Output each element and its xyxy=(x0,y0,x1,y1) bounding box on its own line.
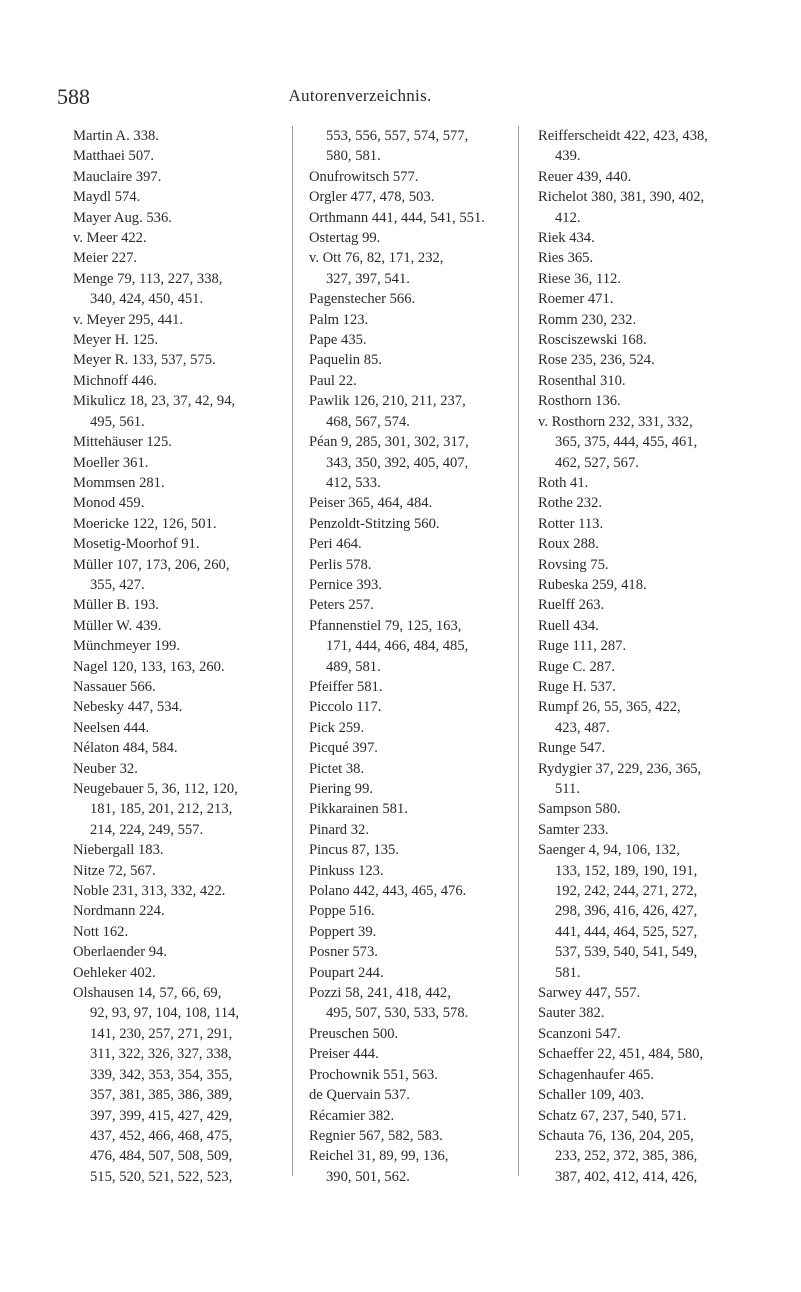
index-entry: Rovsing 75. xyxy=(538,556,609,573)
page-header xyxy=(0,84,801,114)
index-entry-continuation: 365, 375, 444, 455, 461, xyxy=(555,434,698,451)
index-entry: Posner 573. xyxy=(309,944,378,961)
index-entry-continuation: 441, 444, 464, 525, 527, xyxy=(555,923,698,940)
index-entry: Poppert 39. xyxy=(309,923,377,940)
index-entry-continuation: 327, 397, 541. xyxy=(326,270,410,287)
running-title: Autorenverzeichnis. xyxy=(288,86,432,105)
index-entry: Orthmann 441, 444, 541, 551. xyxy=(309,209,485,226)
index-entry: Peri 464. xyxy=(309,536,362,553)
index-entry: Nitze 72, 567. xyxy=(73,862,156,879)
index-entry: Maydl 574. xyxy=(73,189,141,206)
index-entry: Münchmeyer 199. xyxy=(73,638,180,655)
column-divider xyxy=(518,126,519,1176)
index-entry-continuation: 339, 342, 353, 354, 355, xyxy=(90,1066,233,1083)
index-entry: Neelsen 444. xyxy=(73,719,150,736)
index-entry: Schaller 109, 403. xyxy=(538,1087,645,1104)
index-entry: Ruell 434. xyxy=(538,617,599,634)
index-entry-continuation: 192, 242, 244, 271, 272, xyxy=(555,883,698,900)
index-entry: Müller W. 439. xyxy=(73,617,162,634)
index-entry: Michnoff 446. xyxy=(73,372,158,389)
index-entry: Niebergall 183. xyxy=(73,842,164,859)
index-entry: Orgler 477, 478, 503. xyxy=(309,189,435,206)
index-entry: Monod 459. xyxy=(73,495,145,512)
index-entry: Pictet 38. xyxy=(309,760,365,777)
index-entry: Paul 22. xyxy=(309,372,357,389)
index-entry: Roux 288. xyxy=(538,536,599,553)
index-entry: Pernice 393. xyxy=(309,576,382,593)
index-entry: Preuschen 500. xyxy=(309,1025,399,1042)
index-entry: Nagel 120, 133, 163, 260. xyxy=(73,658,225,675)
index-entry: Rubeska 259, 418. xyxy=(538,576,647,593)
index-column-3 xyxy=(538,126,748,1187)
index-entry-continuation: 357, 381, 385, 386, 389, xyxy=(90,1087,233,1104)
index-entry: Rosciszewski 168. xyxy=(538,332,647,349)
index-entry-continuation: 390, 501, 562. xyxy=(326,1168,410,1185)
index-column-2 xyxy=(309,126,511,1187)
index-entry: Prochownik 551, 563. xyxy=(309,1066,438,1083)
index-entry: Nott 162. xyxy=(73,923,129,940)
index-entry: Rotter 113. xyxy=(538,515,604,532)
index-entry-continuation: 298, 396, 416, 426, 427, xyxy=(555,903,698,920)
index-entry: Rosenthal 310. xyxy=(538,372,626,389)
index-entry: Polano 442, 443, 465, 476. xyxy=(309,883,467,900)
index-entry: Pfannenstiel 79, 125, 163, xyxy=(309,617,462,634)
index-entry: Ostertag 99. xyxy=(309,230,381,247)
index-entry: Rose 235, 236, 524. xyxy=(538,352,655,369)
index-entry: Oehleker 402. xyxy=(73,964,156,981)
index-entry: Nélaton 484, 584. xyxy=(73,740,178,757)
index-entry: Müller B. 193. xyxy=(73,597,159,614)
index-entry: Piering 99. xyxy=(309,781,374,797)
index-entry: Pinkuss 123. xyxy=(309,862,384,879)
index-entry: Sarwey 447, 557. xyxy=(538,985,641,1002)
index-entry: Peiser 365, 464, 484. xyxy=(309,495,433,512)
index-entry-continuation: 412. xyxy=(555,209,581,226)
index-entry: Martin A. 338. xyxy=(73,128,159,144)
index-entry-continuation: 462, 527, 567. xyxy=(555,454,639,471)
index-entry: Noble 231, 313, 332, 422. xyxy=(73,883,226,900)
index-entry: Ruge 111, 287. xyxy=(538,638,627,655)
index-entry: Oberlaender 94. xyxy=(73,944,168,961)
index-entry: Ruge C. 287. xyxy=(538,658,616,675)
index-entry-continuation: 580, 581. xyxy=(326,148,381,165)
index-entry-continuation: 515, 520, 521, 522, 523, xyxy=(90,1168,233,1185)
index-entry-continuation: 468, 567, 574. xyxy=(326,413,410,430)
index-entry-continuation: 581. xyxy=(555,964,581,981)
index-entry: Pinard 32. xyxy=(309,821,369,838)
index-entry: Meier 227. xyxy=(73,250,138,267)
index-entry: Meyer R. 133, 537, 575. xyxy=(73,352,216,369)
index-entry: Riese 36, 112. xyxy=(538,270,621,287)
index-entry: Mosetig-Moorhof 91. xyxy=(73,536,200,553)
index-entry-continuation: 537, 539, 540, 541, 549, xyxy=(555,944,698,961)
index-column-1 xyxy=(73,126,283,1187)
index-entry: Neuber 32. xyxy=(73,760,138,777)
index-entry: Piccolo 117. xyxy=(309,699,382,716)
index-entry: v. Rosthorn 232, 331, 332, xyxy=(538,413,693,430)
column-divider xyxy=(292,126,293,1176)
index-entry: Ries 365. xyxy=(538,250,594,267)
index-entry: Reichel 31, 89, 99, 136, xyxy=(309,1148,449,1165)
index-entry: Reuer 439, 440. xyxy=(538,168,632,185)
index-entry: Pincus 87, 135. xyxy=(309,842,399,859)
index-entry: Riek 434. xyxy=(538,230,595,247)
index-entry-continuation: 412, 533. xyxy=(326,474,381,491)
index-entry: Schauta 76, 136, 204, 205, xyxy=(538,1127,694,1144)
index-entry: Poppe 516. xyxy=(309,903,375,920)
index-entry: Mikulicz 18, 23, 37, 42, 94, xyxy=(73,393,236,410)
index-entry: Pfeiffer 581. xyxy=(309,678,383,695)
index-entry: Reifferscheidt 422, 423, 438, xyxy=(538,128,708,144)
index-entry: Perlis 578. xyxy=(309,556,372,573)
index-entry: Müller 107, 173, 206, 260, xyxy=(73,556,230,573)
index-entry-continuation: 233, 252, 372, 385, 386, xyxy=(555,1148,698,1165)
page-number: 588 xyxy=(57,84,90,109)
index-entry: Samter 233. xyxy=(538,821,609,838)
index-entry-continuation: 387, 402, 412, 414, 426, xyxy=(555,1168,698,1185)
index-entry: Poupart 244. xyxy=(309,964,384,981)
index-entry-continuation: 340, 424, 450, 451. xyxy=(90,291,204,308)
index-entry: Saenger 4, 94, 106, 132, xyxy=(538,842,680,859)
index-entry: Nassauer 566. xyxy=(73,678,156,695)
index-entry: Mittehäuser 125. xyxy=(73,434,172,451)
index-entry: Pick 259. xyxy=(309,719,365,736)
index-entry-continuation: 214, 224, 249, 557. xyxy=(90,821,204,838)
index-entry-continuation: 171, 444, 466, 484, 485, xyxy=(326,638,469,655)
index-entry-continuation: 133, 152, 189, 190, 191, xyxy=(555,862,698,879)
index-entry: Neugebauer 5, 36, 112, 120, xyxy=(73,781,238,797)
index-entry: Péan 9, 285, 301, 302, 317, xyxy=(309,434,469,451)
index-entry: Ruge H. 537. xyxy=(538,678,616,695)
index-entry: Onufrowitsch 577. xyxy=(309,168,419,185)
index-entry: Mauclaire 397. xyxy=(73,168,162,185)
index-entry-continuation: 343, 350, 392, 405, 407, xyxy=(326,454,469,471)
index-entry-continuation: 439. xyxy=(555,148,581,165)
index-entry: Olshausen 14, 57, 66, 69, xyxy=(73,985,222,1002)
index-entry: Roth 41. xyxy=(538,474,589,491)
index-entry: Runge 547. xyxy=(538,740,606,757)
index-entry: Menge 79, 113, 227, 338, xyxy=(73,270,223,287)
index-entry: Pagenstecher 566. xyxy=(309,291,416,308)
index-entry: Nordmann 224. xyxy=(73,903,165,920)
index-entry: Moeller 361. xyxy=(73,454,149,471)
index-entry-continuation: 92, 93, 97, 104, 108, 114, xyxy=(90,1005,240,1022)
index-entry: Rothe 232. xyxy=(538,495,603,512)
index-entry: Schagenhaufer 465. xyxy=(538,1066,654,1083)
index-entry: Schatz 67, 237, 540, 571. xyxy=(538,1107,687,1124)
index-entry-continuation: 423, 487. xyxy=(555,719,610,736)
index-entry: Penzoldt-Stitzing 560. xyxy=(309,515,440,532)
index-entry-continuation: 181, 185, 201, 212, 213, xyxy=(90,801,233,818)
index-entry: Regnier 567, 582, 583. xyxy=(309,1127,443,1144)
index-entry: Richelot 380, 381, 390, 402, xyxy=(538,189,705,206)
index-entry-continuation: 311, 322, 326, 327, 338, xyxy=(90,1046,232,1063)
index-entry: Pape 435. xyxy=(309,332,367,349)
index-entry: Preiser 444. xyxy=(309,1046,379,1063)
index-entry: v. Ott 76, 82, 171, 232, xyxy=(309,250,444,267)
index-entry: Romm 230, 232. xyxy=(538,311,637,328)
index-entry: Sampson 580. xyxy=(538,801,621,818)
index-entry: Palm 123. xyxy=(309,311,369,328)
index-entry: Schaeffer 22, 451, 484, 580, xyxy=(538,1046,704,1063)
index-entry-continuation: 489, 581. xyxy=(326,658,381,675)
index-entry: Ruelff 263. xyxy=(538,597,605,614)
index-entry: Récamier 382. xyxy=(309,1107,395,1124)
index-entry: Rydygier 37, 229, 236, 365, xyxy=(538,760,702,777)
index-entry-continuation: 511. xyxy=(555,781,580,797)
index-entry: Pawlik 126, 210, 211, 237, xyxy=(309,393,466,410)
index-entry-continuation: 437, 452, 466, 468, 475, xyxy=(90,1127,233,1144)
index-entry: Nebesky 447, 534. xyxy=(73,699,183,716)
index-entry: Roemer 471. xyxy=(538,291,614,308)
index-entry: Scanzoni 547. xyxy=(538,1025,621,1042)
index-entry: Paquelin 85. xyxy=(309,352,382,369)
index-entry: Picqué 397. xyxy=(309,740,378,757)
index-entry: Mayer Aug. 536. xyxy=(73,209,172,226)
index-entry: Sauter 382. xyxy=(538,1005,605,1022)
index-entry-continuation: 397, 399, 415, 427, 429, xyxy=(90,1107,233,1124)
index-entry-continuation: 495, 507, 530, 533, 578. xyxy=(326,1005,469,1022)
index-entry: Meyer H. 125. xyxy=(73,332,159,349)
index-entry-continuation: 553, 556, 557, 574, 577, xyxy=(326,128,469,144)
index-entry: Peters 257. xyxy=(309,597,374,614)
index-entry: Rumpf 26, 55, 365, 422, xyxy=(538,699,681,716)
index-entry: Pikkarainen 581. xyxy=(309,801,408,818)
index-entry: v. Meyer 295, 441. xyxy=(73,311,184,328)
index-entry: Moericke 122, 126, 501. xyxy=(73,515,217,532)
index-entry: Pozzi 58, 241, 418, 442, xyxy=(309,985,451,1002)
index-entry: v. Meer 422. xyxy=(73,230,147,247)
index-entry-continuation: 495, 561. xyxy=(90,413,145,430)
index-entry: Mommsen 281. xyxy=(73,474,165,491)
index-entry: Matthaei 507. xyxy=(73,148,155,165)
index-entry-continuation: 476, 484, 507, 508, 509, xyxy=(90,1148,233,1165)
index-entry-continuation: 355, 427. xyxy=(90,576,145,593)
index-entry: Rosthorn 136. xyxy=(538,393,621,410)
index-entry-continuation: 141, 230, 257, 271, 291, xyxy=(90,1025,233,1042)
index-entry: de Quervain 537. xyxy=(309,1087,410,1104)
